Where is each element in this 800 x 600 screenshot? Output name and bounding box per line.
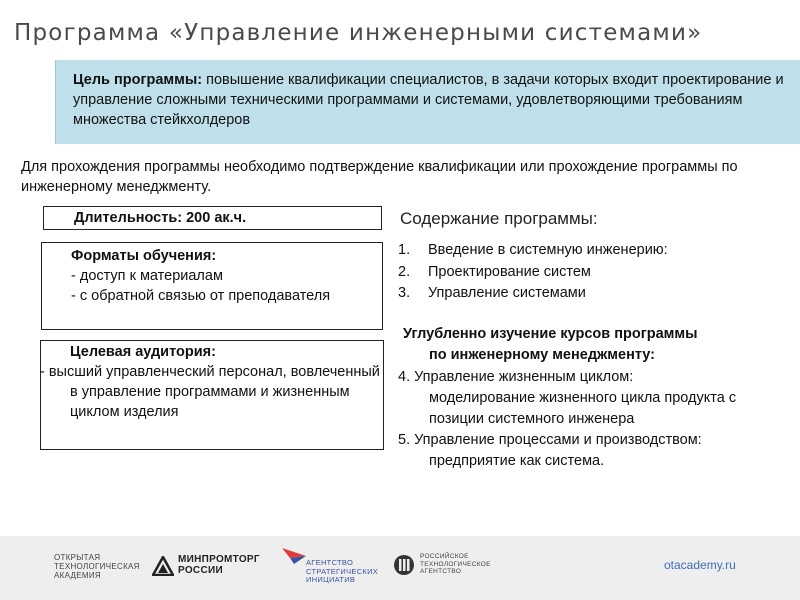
content-list: [398, 240, 668, 305]
asi-logo-icon: [280, 544, 308, 566]
list-item: [398, 262, 668, 284]
list-item-number: 3.: [398, 285, 411, 301]
list-item-label: Управление системами: [428, 285, 586, 301]
duration-box: Длительность: 200 ак.ч.: [43, 206, 382, 230]
rta-logo: РОССИЙСКОЕ ТЕХНОЛОГИЧЕСКОЕ АГЕНТСТВО: [420, 553, 491, 575]
formats-header: Форматы обучения:: [71, 248, 217, 264]
list-item-label: Проектирование систем: [428, 263, 591, 280]
intro-text: Для прохождения программы необходимо подтверждение квалификации или прохождение программы по инженерному менеджменту.: [21, 159, 738, 195]
content-title: Содержание программы:: [400, 209, 598, 228]
audience-box: [40, 340, 384, 450]
page-title: Программа «Управление инженерными системами»: [14, 20, 703, 46]
audience-text-content: - высший управленческий персонал, вовлеченный в управление программами и жизненным циклом изделия: [40, 364, 380, 420]
list-item-description: предприятие как система.: [429, 453, 605, 469]
list-item: 5. Управление процессами и производством:: [398, 432, 702, 448]
advanced-courses-title: [403, 324, 698, 366]
advanced-courses-list: [398, 367, 793, 472]
rta-logo-icon: [393, 553, 415, 577]
goal-label: Цель программы:: [73, 72, 203, 88]
footer: [0, 536, 800, 600]
website-link[interactable]: otacademy.ru: [664, 558, 736, 572]
minpromtorg-logo-icon: [152, 556, 174, 576]
advanced-title-line: по инженерному менеджменту:: [429, 347, 656, 363]
list-item-number: 1.: [398, 242, 411, 258]
list-item-label: Введение в системную инженерию:: [428, 242, 668, 258]
formats-item: - с обратной связью от преподавателя: [71, 288, 331, 304]
asi-logo: АГЕНТСТВО СТРАТЕГИЧЕСКИХ ИНИЦИАТИВ: [306, 558, 379, 584]
list-item: 4. Управление жизненным циклом:: [398, 369, 634, 385]
formats-box: [41, 242, 383, 330]
advanced-title-line: Углубленно изучение курсов программы: [403, 326, 698, 342]
audience-text: [40, 362, 383, 422]
list-item-number: 2.: [398, 263, 411, 280]
list-item: [398, 283, 668, 305]
formats-item: - доступ к материалам: [71, 268, 223, 284]
list-item: [398, 240, 668, 262]
audience-header: Целевая аудитория:: [70, 344, 216, 360]
program-goal-box: [55, 60, 800, 144]
goal-text: повышение квалификации специалистов, в задачи которых входит проектирование и управление сложными техническими программами и системами, удовлетворяющими требованиям множества стейкхолдеров: [73, 72, 784, 128]
list-item-description: моделирование жизненного цикла продукта с позиции системного инженера: [429, 390, 737, 427]
ota-logo: ОТКРЫТАЯ ТЕХНОЛОГИЧЕСКАЯ АКАДЕМИЯ: [54, 553, 140, 580]
minpromtorg-logo: МИНПРОМТОРГ РОССИИ: [178, 554, 260, 576]
